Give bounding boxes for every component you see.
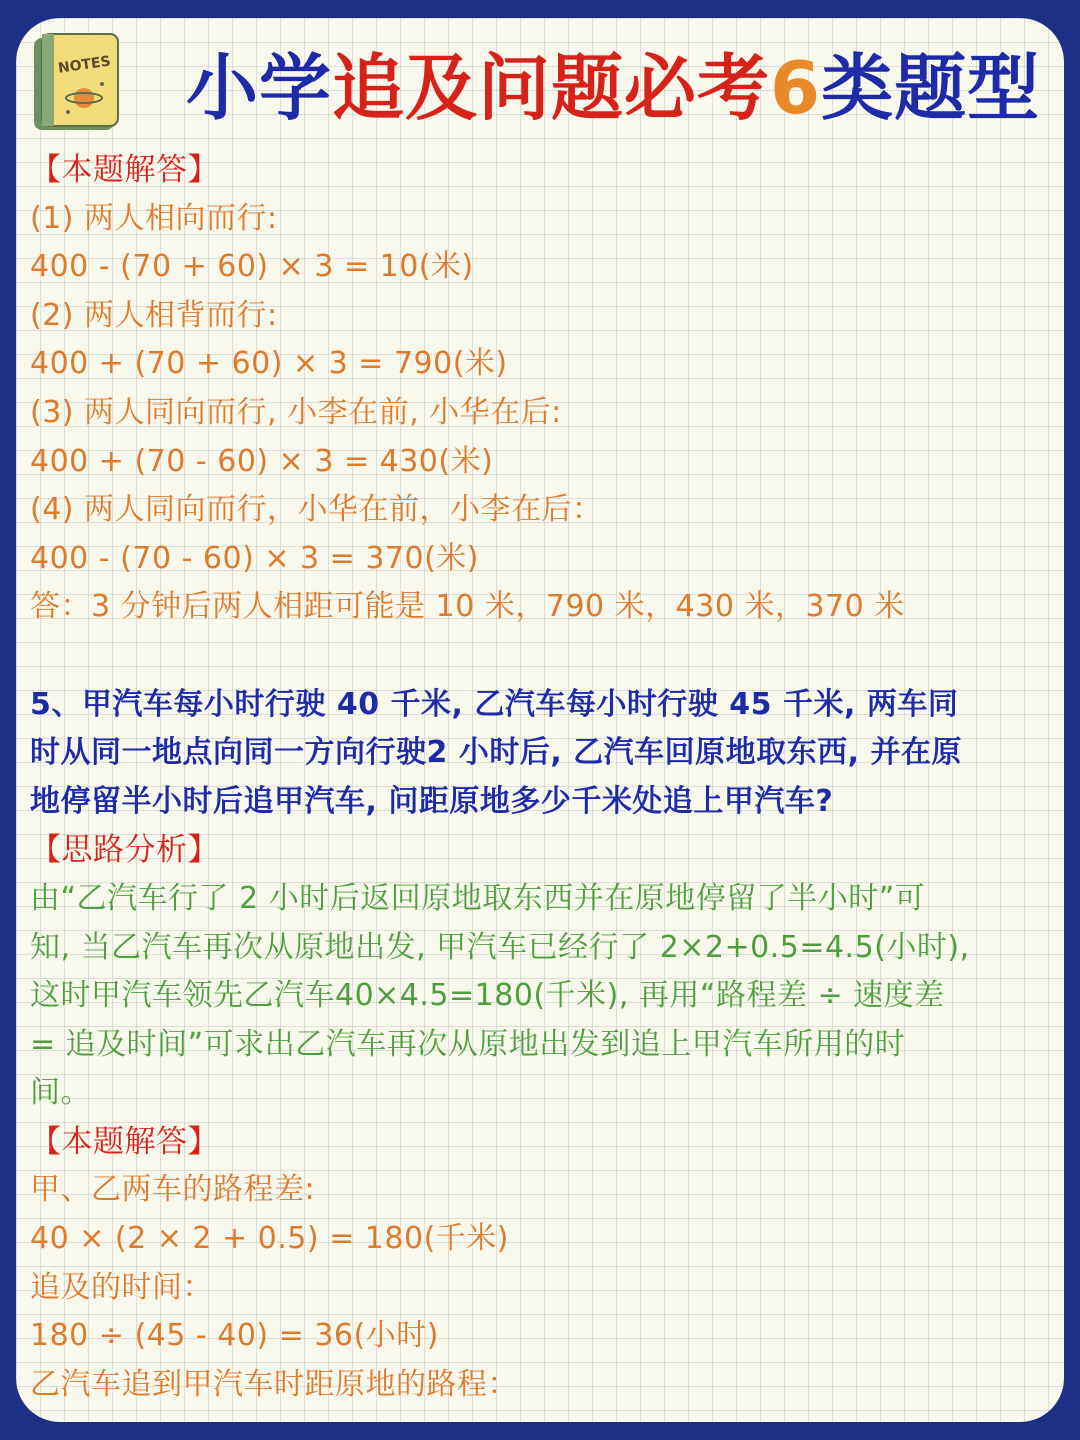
notebook-icon [28, 26, 122, 136]
page-title [186, 46, 1040, 130]
case4-formula: 400 - (70 - 60) × 3 = 370(米) [30, 540, 479, 576]
analysis-line-2: 知, 当乙汽车再次从原地出发, 甲汽车已经行了 2×2+0.5=4.5(小时), [30, 929, 970, 965]
analysis-line-3: 这时甲汽车领先乙汽车40×4.5=180(千米), 再用“路程差 ÷ 速度差 [30, 978, 945, 1014]
answer-line-3: 追及的时间： [30, 1269, 213, 1305]
problem5-line-2: 时从同一地点向同一方向行驶2 小时后, 乙汽车回原地取东西, 并在原 [30, 735, 962, 771]
title-part-1: 小学 [186, 46, 333, 130]
analysis-line-4: = 追及时间”可求出乙汽车再次从原地出发到追上甲汽车所用的时 [30, 1026, 906, 1062]
title-part-4: 类题型 [821, 46, 1041, 130]
notebook-label: NOTES [57, 53, 112, 77]
answer-line-1: 甲、乙两车的路程差: [30, 1172, 316, 1208]
case2-label: (2) 两人相背而行: [30, 297, 278, 333]
case2-formula: 400 + (70 + 60) × 3 = 790(米) [30, 346, 508, 382]
case3-formula: 400 + (70 - 60) × 3 = 430(米) [30, 443, 494, 479]
notes-card [16, 18, 1064, 1422]
analysis-heading: 【思路分析】 [30, 832, 219, 869]
problem5-line-1: 5、甲汽车每小时行驶 40 千米, 乙汽车每小时行驶 45 千米, 两车同 [30, 686, 959, 722]
analysis-line-5: 间。 [30, 1075, 91, 1111]
answer-line-2: 40 × (2 × 2 + 0.5) = 180(千米) [30, 1221, 509, 1257]
content [30, 146, 1060, 1409]
case1-label: (1) 两人相向而行: [30, 200, 278, 236]
answer-heading: 【本题解答】 [30, 1123, 219, 1160]
case3-label: (3) 两人同向而行, 小李在前, 小华在后: [30, 394, 562, 430]
answer-line-5: 乙汽车追到甲汽车时距原地的路程： [30, 1366, 518, 1402]
section1-heading: 【本题解答】 [30, 152, 219, 188]
case4-label: (4) 两人同向而行，小华在前，小李在后： [30, 492, 603, 528]
title-part-2: 追及问题必考 [332, 46, 771, 130]
spacer [30, 632, 1060, 681]
analysis-line-1: 由“乙汽车行了 2 小时后返回原地取东西并在原地停留了半小时”可 [30, 880, 926, 916]
answer-line-4: 180 ÷ (45 - 40) = 36(小时) [30, 1318, 439, 1354]
section1-answer: 答：3 分钟后两人相距可能是 10 米，790 米，430 米，370 米 [30, 589, 905, 625]
case1-formula: 400 - (70 + 60) × 3 = 10(米) [30, 249, 474, 285]
title-part-3: 6 [770, 46, 822, 130]
problem5-line-3: 地停留半小时后追甲汽车, 问距原地多少千米处追上甲汽车? [30, 783, 834, 819]
